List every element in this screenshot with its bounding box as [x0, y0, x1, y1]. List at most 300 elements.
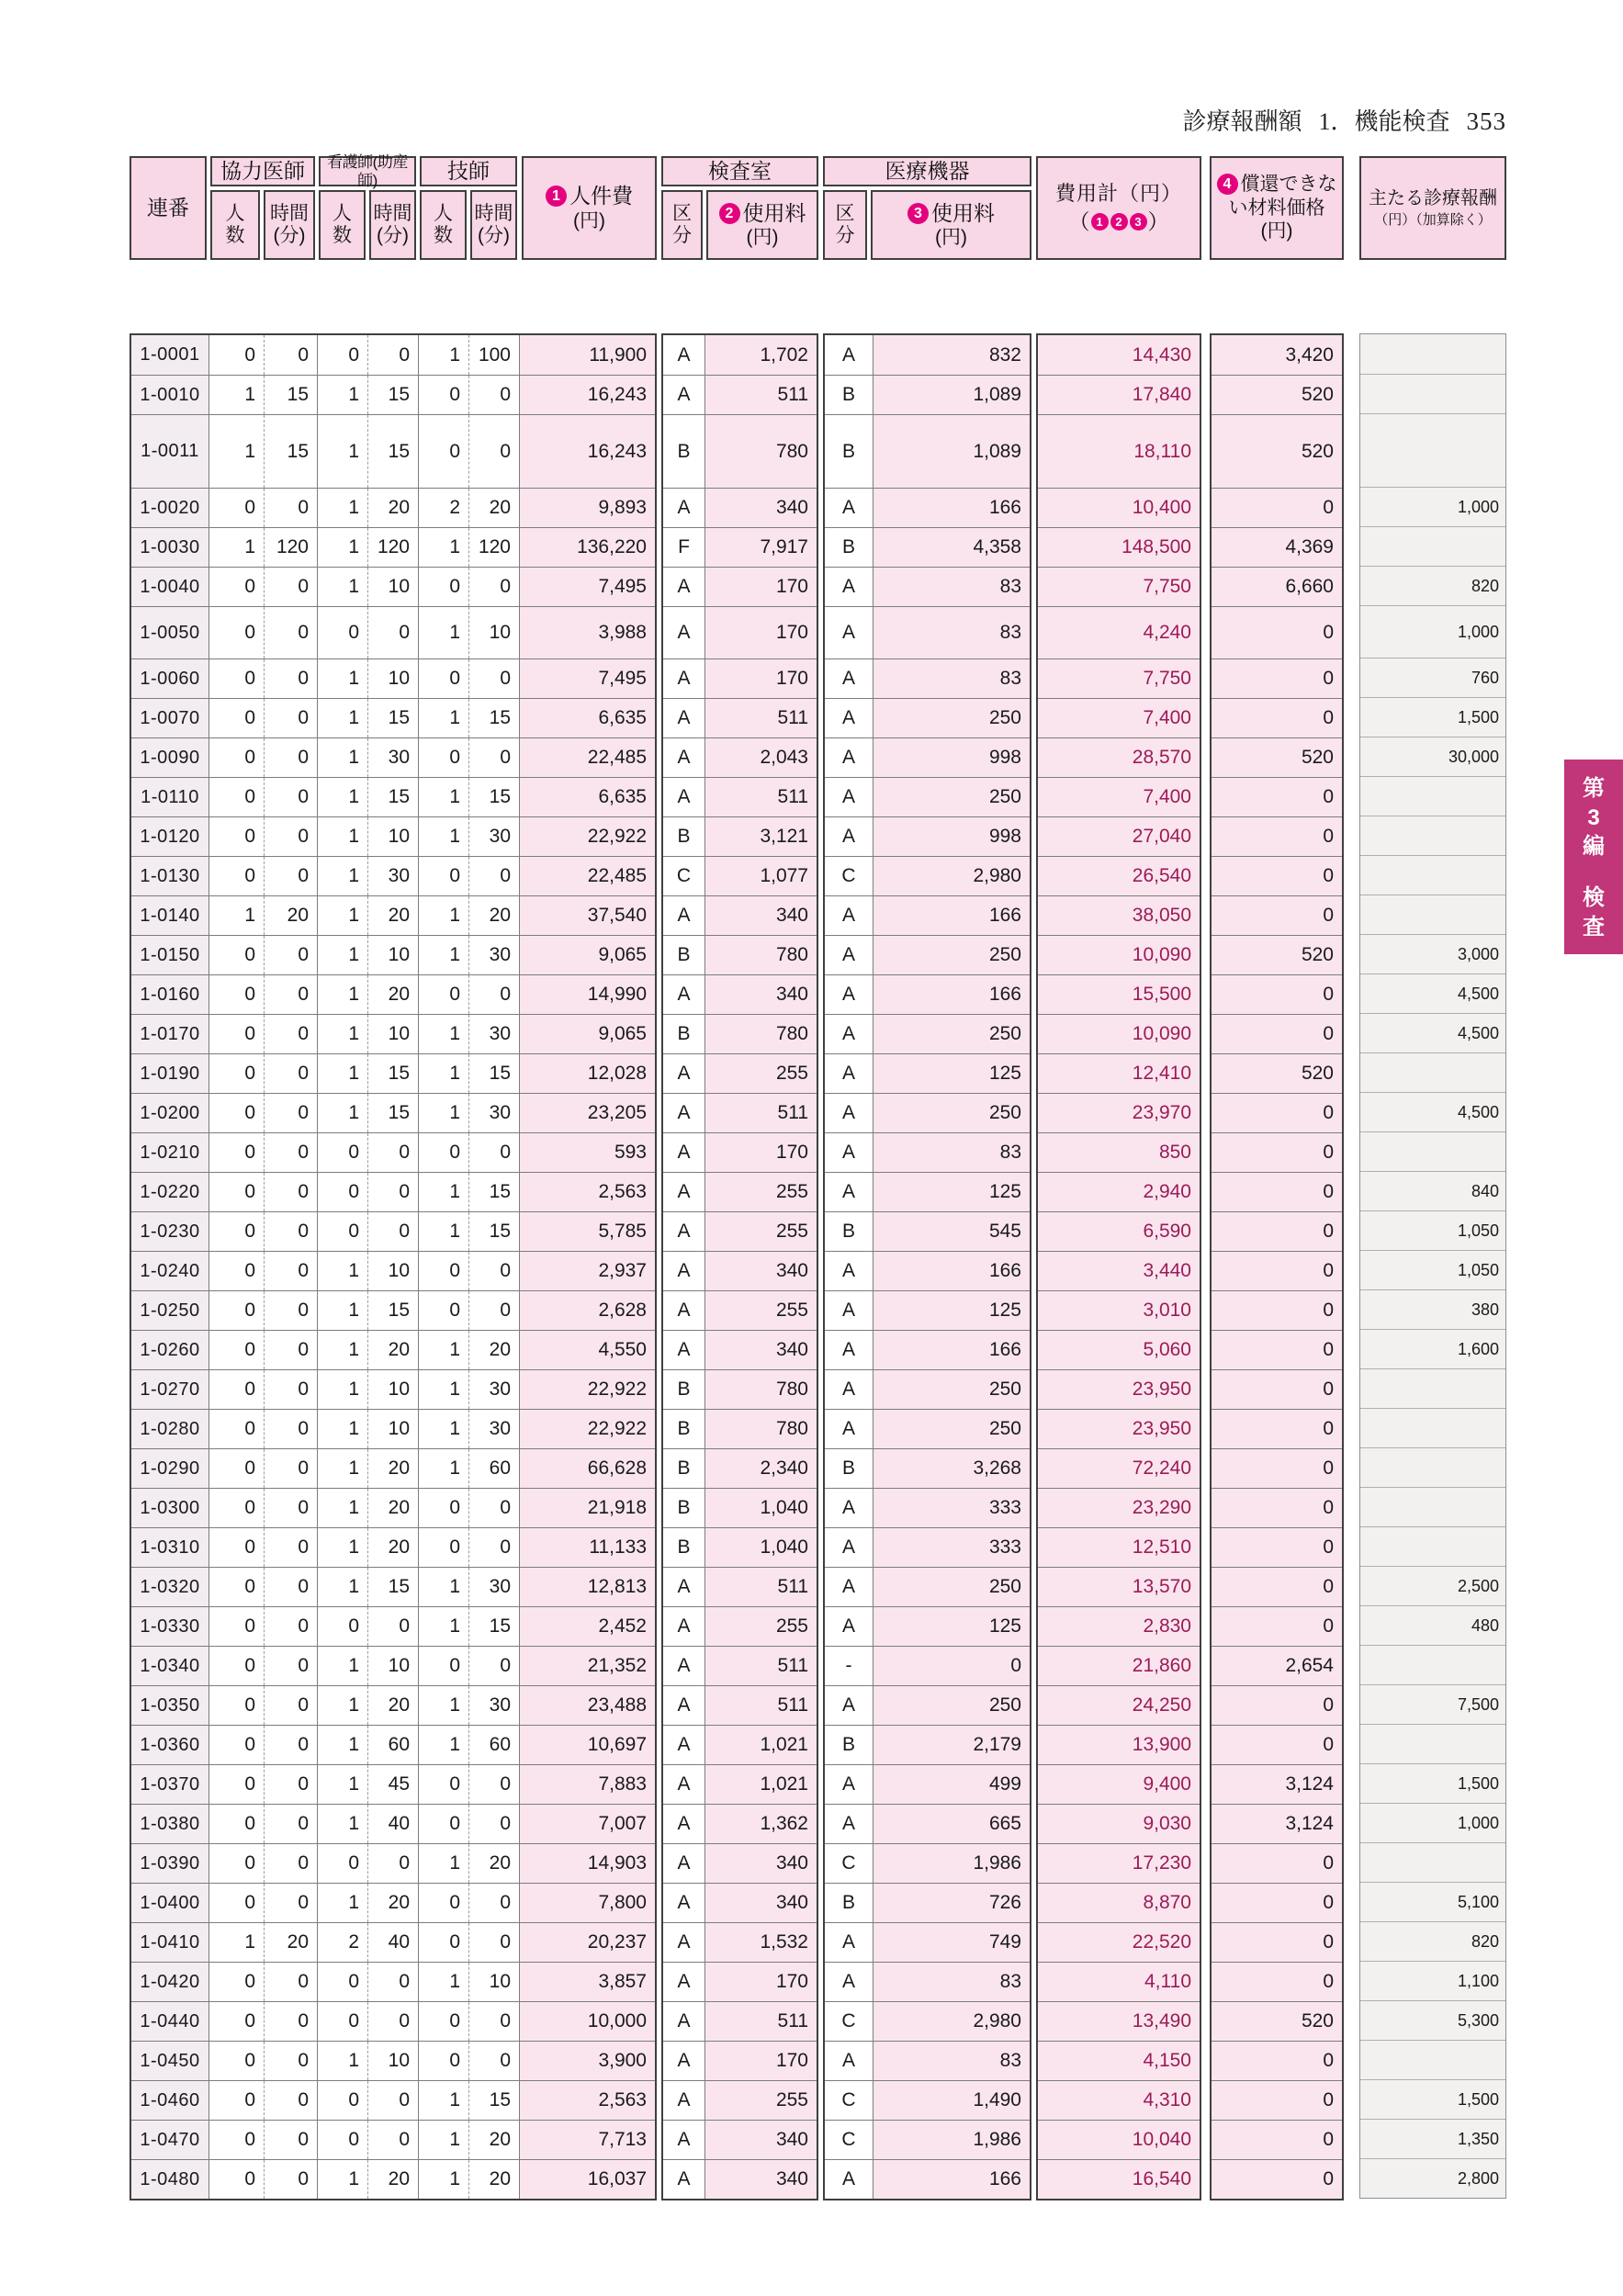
page-running-head: [1182, 103, 1506, 137]
table-row: [1360, 2040, 1505, 2079]
nurse-count-cell: 0: [317, 1212, 367, 1251]
total-cost-cell: 13,900: [1038, 1726, 1200, 1764]
material-price-cell: 0: [1212, 2160, 1342, 2199]
running-head-title: 診療報酬額: [1182, 108, 1302, 135]
room-fee-cell: 511: [704, 699, 817, 737]
table-row: [1038, 1527, 1200, 1567]
labor-cost-cell: 2,937: [519, 1252, 655, 1290]
table-row: [1212, 2159, 1342, 2199]
doctor-time-cell: 0: [264, 607, 317, 658]
nurse-count-cell: 1: [317, 659, 367, 698]
table-row: [1212, 974, 1342, 1014]
table-row: [131, 1804, 655, 1843]
room-fee-cell: 170: [704, 607, 817, 658]
device-fee-cell: 1,089: [873, 376, 1030, 414]
doctor-time-cell: 0: [264, 1054, 317, 1093]
table-row: [1360, 526, 1505, 566]
material-price-cell: 0: [1212, 1528, 1342, 1567]
doctor-time-cell: 0: [264, 857, 317, 895]
technician-time-cell: 0: [468, 2002, 519, 2041]
equipment-group-header: [823, 156, 1031, 186]
circled-4-icon: 4: [1217, 174, 1238, 195]
nurse-time-cell: 10: [367, 936, 418, 974]
table-row: [1360, 1447, 1505, 1487]
nurse-time-cell: 15: [367, 1054, 418, 1093]
technician-time-cell: 20: [468, 489, 519, 527]
main-fee-cell: [1360, 2041, 1505, 2079]
doctor-time-cell: 0: [264, 1765, 317, 1804]
table-row: [663, 2120, 817, 2159]
labor-cost-cell: 22,485: [519, 738, 655, 777]
exam-room-class-header: 区 分: [661, 190, 703, 260]
table-row: [825, 1211, 1030, 1251]
table-row: [1360, 1487, 1505, 1526]
technician-count-cell: 1: [418, 1726, 468, 1764]
main-fee-cell: 1,500: [1360, 1764, 1505, 1803]
technician-count-cell: 1: [418, 1370, 468, 1409]
nurse-count-cell: 1: [317, 738, 367, 777]
table-row: [131, 2041, 655, 2080]
device-class-cell: B: [841, 1892, 855, 1913]
room-class-cell: A: [677, 984, 691, 1005]
material-price-cell: 0: [1212, 1015, 1342, 1053]
doctor-count-cell: 0: [209, 1528, 264, 1567]
serial-cell: 1-0360: [131, 1726, 209, 1764]
circled-1-icon: 1: [1091, 213, 1109, 231]
serial-cell: 1-0330: [131, 1607, 209, 1646]
doctor-count-cell: 0: [209, 659, 264, 698]
table-row: [1212, 1883, 1342, 1922]
circled-2-icon: 2: [1110, 213, 1128, 231]
table-row: [825, 1883, 1030, 1922]
doctor-count-cell: 0: [209, 778, 264, 816]
nurse-time-cell: 15: [367, 1291, 418, 1330]
table-row: [1038, 777, 1200, 816]
total-cost-cell: 14,430: [1038, 335, 1200, 375]
table-row: [1038, 1132, 1200, 1172]
room-fee-cell: 340: [704, 896, 817, 935]
table-row: [131, 2120, 655, 2159]
material-price-cell: 0: [1212, 1607, 1342, 1646]
total-cost-cell: 23,950: [1038, 1370, 1200, 1409]
doctor-count-cell: 1: [209, 376, 264, 414]
room-class-cell: A: [677, 576, 691, 597]
room-class-cell: A: [677, 1892, 691, 1913]
material-price-cell: 0: [1212, 607, 1342, 658]
doctor-count-cell: 0: [209, 335, 264, 375]
exam-room-fee-label: 使用料: [742, 200, 806, 225]
nurse-time-cell: 10: [367, 1370, 418, 1409]
table-row: [131, 527, 655, 567]
table-row: [1212, 1251, 1342, 1290]
main-fee-cell: 820: [1360, 567, 1505, 605]
total-cost-cell: 6,590: [1038, 1212, 1200, 1251]
technician-time-cell: 100: [468, 335, 519, 375]
nurse-group-label: 看護師(助産師): [327, 152, 408, 189]
room-class-cell: A: [677, 905, 691, 926]
room-fee-cell: 2,043: [704, 738, 817, 777]
table-row: [1038, 1606, 1200, 1646]
technician-count-cell: 0: [418, 1291, 468, 1330]
material-price-cell: 0: [1212, 1212, 1342, 1251]
total-cost-cell: 13,570: [1038, 1568, 1200, 1606]
total-cost-header: 費用計（円） （ 1 2 3 ）: [1036, 156, 1201, 260]
labor-cost-cell: 3,988: [519, 607, 655, 658]
nurse-time-cell: 40: [367, 1923, 418, 1962]
doctor-count-cell: 0: [209, 1607, 264, 1646]
nurse-time-cell: 30: [367, 738, 418, 777]
main-fee-cell: 30,000: [1360, 737, 1505, 776]
table-row: [1212, 737, 1342, 777]
technician-time-cell: 15: [468, 778, 519, 816]
doctor-time-cell: 0: [264, 335, 317, 375]
device-class-cell: A: [841, 707, 855, 728]
room-class-cell: A: [677, 707, 691, 728]
table-row: [1038, 1883, 1200, 1922]
table-row: [131, 816, 655, 856]
device-fee-cell: 125: [873, 1054, 1030, 1093]
device-class-cell: A: [841, 576, 855, 597]
room-fee-cell: 1,362: [704, 1805, 817, 1843]
table-row: [1212, 895, 1342, 935]
total-cost-cell: 17,230: [1038, 1844, 1200, 1883]
device-fee-cell: 250: [873, 1410, 1030, 1448]
labor-cost-cell: 12,028: [519, 1054, 655, 1093]
table-row: [131, 658, 655, 698]
doctor-count-cell: 0: [209, 1133, 264, 1172]
device-fee-cell: 250: [873, 1094, 1030, 1132]
table-row: [1360, 1210, 1505, 1250]
table-row: [825, 1330, 1030, 1369]
table-row: [1360, 974, 1505, 1013]
technician-count-cell: 1: [418, 1449, 468, 1488]
table-row: [825, 1527, 1030, 1567]
nurse-count-cell: 1: [317, 1015, 367, 1053]
table-row: [131, 1251, 655, 1290]
total-cost-cell: 27,040: [1038, 817, 1200, 856]
table-row: [663, 698, 817, 737]
total-cost-cell: 3,440: [1038, 1252, 1200, 1290]
nurse-time-cell: 0: [367, 2081, 418, 2120]
table-row: [825, 1804, 1030, 1843]
doctor-count-cell: 0: [209, 607, 264, 658]
total-cost-cell: 7,400: [1038, 778, 1200, 816]
technician-count-cell: 1: [418, 1410, 468, 1448]
doctor-time-cell: 20: [264, 896, 317, 935]
main-fee-cell: 1,100: [1360, 1962, 1505, 2000]
table-row: [131, 2001, 655, 2041]
doctor-count-cell: 0: [209, 1054, 264, 1093]
main-fee-cell: [1360, 414, 1505, 487]
room-fee-cell: 1,702: [704, 335, 817, 375]
table-row: [1038, 567, 1200, 606]
table-row: [1038, 1290, 1200, 1330]
technician-time-cell: 120: [468, 528, 519, 567]
nurse-time-cell: 15: [367, 415, 418, 488]
serial-cell: 1-0120: [131, 817, 209, 856]
technician-count-cell: 0: [418, 1805, 468, 1843]
table-row: [1038, 2041, 1200, 2080]
table-row: [1360, 1526, 1505, 1566]
table-row: [825, 1251, 1030, 1290]
device-class-cell: A: [841, 1379, 855, 1400]
room-fee-cell: 340: [704, 975, 817, 1014]
technician-time-cell: 20: [468, 2160, 519, 2199]
device-class-cell: A: [841, 1576, 855, 1597]
technician-time-cell: 0: [468, 975, 519, 1014]
table-row: [1212, 1448, 1342, 1488]
material-price-label: 償還できな: [1240, 174, 1337, 196]
room-fee-cell: 255: [704, 1212, 817, 1251]
device-class-cell: A: [841, 1142, 855, 1163]
labor-cost-cell: 21,352: [519, 1647, 655, 1685]
table-row: [1038, 1251, 1200, 1290]
labor-cost-cell: 9,065: [519, 1015, 655, 1053]
table-row: [1212, 856, 1342, 895]
nurse-count-cell: 0: [317, 1173, 367, 1211]
table-row: [1038, 414, 1200, 488]
doctor-time-cell: 0: [264, 1212, 317, 1251]
table-row: [1212, 1606, 1342, 1646]
equipment-fee-header: 3 使用料 (円): [871, 190, 1031, 260]
table-row: [1212, 1527, 1342, 1567]
doctor-time-cell: 0: [264, 2121, 317, 2159]
table-row: [663, 1330, 817, 1369]
table-row: [1360, 1131, 1505, 1171]
table-row: [131, 1922, 655, 1962]
labor-cost-cell: 9,065: [519, 936, 655, 974]
table-row: [663, 737, 817, 777]
table-row: [1360, 1605, 1505, 1645]
serial-cell: 1-0470: [131, 2121, 209, 2159]
device-class-cell: A: [841, 1339, 855, 1360]
technician-count-cell: 0: [418, 1489, 468, 1527]
labor-cost-cell: 22,485: [519, 857, 655, 895]
material-price-cell: 0: [1212, 659, 1342, 698]
nurse-count-cell: 1: [317, 1252, 367, 1290]
device-fee-cell: 2,980: [873, 2002, 1030, 2041]
nurse-count-cell: 0: [317, 2081, 367, 2120]
doctor-count-cell: 0: [209, 489, 264, 527]
table-row: [1360, 737, 1505, 776]
nurse-time-cell: 20: [367, 489, 418, 527]
room-class-cell: A: [677, 1576, 691, 1597]
doctor-count-cell: 0: [209, 1252, 264, 1290]
labor-cost-cell: 16,243: [519, 415, 655, 488]
table-row: [1038, 1409, 1200, 1448]
table-row: [1212, 1922, 1342, 1962]
device-fee-cell: 250: [873, 1370, 1030, 1409]
device-class-cell: A: [841, 1536, 855, 1558]
table-row: [1038, 1053, 1200, 1093]
material-price-cell: 0: [1212, 1963, 1342, 2001]
material-price-cell: 520: [1212, 738, 1342, 777]
table-row: [663, 1251, 817, 1290]
technician-time-cell: 0: [468, 1884, 519, 1922]
table-row: [1038, 1804, 1200, 1843]
serial-cell: 1-0410: [131, 1923, 209, 1962]
circled-3-icon: 3: [907, 203, 929, 224]
technician-time-cell: 10: [468, 1963, 519, 2001]
table-row: [825, 1764, 1030, 1804]
serial-cell: 1-0040: [131, 568, 209, 606]
device-class-cell: A: [841, 1181, 855, 1202]
main-fee-cell: 5,300: [1360, 2001, 1505, 2040]
doctor-count-cell: 0: [209, 1963, 264, 2001]
material-price-cell: 0: [1212, 857, 1342, 895]
table-row: [1038, 856, 1200, 895]
device-class-cell: A: [841, 1694, 855, 1716]
technician-count-cell: 0: [418, 738, 468, 777]
device-fee-cell: 250: [873, 1015, 1030, 1053]
room-class-cell: A: [677, 1142, 691, 1163]
table-row: [1360, 2158, 1505, 2198]
device-class-cell: B: [841, 1221, 855, 1242]
technician-count-cell: 0: [418, 1923, 468, 1962]
table-row: [663, 1922, 817, 1962]
doctor-count-cell: 0: [209, 1805, 264, 1843]
room-class-cell: B: [677, 1418, 691, 1439]
table-row: [1038, 1922, 1200, 1962]
labor-cost-cell: 16,037: [519, 2160, 655, 2199]
material-price-cell: 520: [1212, 415, 1342, 488]
device-class-cell: A: [841, 1497, 855, 1518]
nurse-time-cell: 120: [367, 528, 418, 567]
nurse-count-cell: 1: [317, 699, 367, 737]
room-fee-cell: 780: [704, 936, 817, 974]
technician-count-cell: 0: [418, 1884, 468, 1922]
total-cost-cell: 4,150: [1038, 2042, 1200, 2080]
table-row: [663, 567, 817, 606]
table-row: [825, 414, 1030, 488]
labor-cost-cell: 10,000: [519, 2002, 655, 2041]
doctor-time-cell: 0: [264, 1844, 317, 1883]
device-fee-cell: 2,179: [873, 1726, 1030, 1764]
material-price-cell: 3,124: [1212, 1805, 1342, 1843]
doctor-count-cell: 0: [209, 2081, 264, 2120]
table-row: [1360, 2119, 1505, 2158]
nurse-count-cell: 1: [317, 1291, 367, 1330]
serial-cell: 1-0380: [131, 1805, 209, 1843]
doctor-count-cell: 0: [209, 1291, 264, 1330]
device-class-cell: A: [841, 668, 855, 689]
room-fee-cell: 511: [704, 376, 817, 414]
table-row: [663, 935, 817, 974]
nurse-count-cell: 1: [317, 1094, 367, 1132]
doctor-count-cell: 0: [209, 2042, 264, 2080]
device-fee-cell: 250: [873, 699, 1030, 737]
labor-cost-cell: 11,900: [519, 335, 655, 375]
technician-time-cell: 0: [468, 415, 519, 488]
main-fee-cell: 4,500: [1360, 974, 1505, 1013]
device-class-cell: B: [841, 1734, 855, 1755]
table-row: [1360, 1566, 1505, 1605]
table-row: [825, 974, 1030, 1014]
table-row: [1212, 1014, 1342, 1053]
table-row: [825, 488, 1030, 527]
table-row: [1360, 1684, 1505, 1724]
room-fee-cell: 511: [704, 778, 817, 816]
serial-cell: 1-0260: [131, 1331, 209, 1369]
main-fee-cell: [1360, 1132, 1505, 1171]
material-price-cell: 3,420: [1212, 335, 1342, 375]
table-row: [131, 1369, 655, 1409]
serial-cell: 1-0250: [131, 1291, 209, 1330]
table-row: [131, 1409, 655, 1448]
doctor-time-cell: 0: [264, 659, 317, 698]
table-row: [1360, 1289, 1505, 1329]
table-row: [663, 856, 817, 895]
main-fee-cell: [1360, 1646, 1505, 1684]
technician-time-cell: 10: [468, 607, 519, 658]
doctor-time-cell: 0: [264, 1410, 317, 1448]
total-cost-cell: 8,870: [1038, 1884, 1200, 1922]
nurse-group-header: [319, 152, 416, 189]
table-row: [1360, 2079, 1505, 2119]
table-row: [1038, 1172, 1200, 1211]
technician-count-cell: 1: [418, 1844, 468, 1883]
room-fee-cell: 780: [704, 415, 817, 488]
table-row: [1212, 1211, 1342, 1251]
table-row: [825, 1488, 1030, 1527]
device-class-cell: -: [845, 1655, 852, 1676]
material-price-cell: 0: [1212, 2121, 1342, 2159]
table-row: [1212, 1764, 1342, 1804]
table-row: [825, 816, 1030, 856]
table-row: [825, 1646, 1030, 1685]
device-fee-cell: 83: [873, 1133, 1030, 1172]
table-row: [1360, 1408, 1505, 1447]
technician-time-cell: 15: [468, 1173, 519, 1211]
main-fee-cell: [1360, 1843, 1505, 1882]
table-row: [1038, 527, 1200, 567]
nurse-time-cell: 10: [367, 568, 418, 606]
labor-cost-cell: 9,893: [519, 489, 655, 527]
technician-time-header: 時間 (分): [470, 190, 517, 260]
doctor-time-cell: 0: [264, 738, 317, 777]
total-cost-cell: 148,500: [1038, 528, 1200, 567]
main-fee-cell: 1,000: [1360, 1804, 1505, 1842]
side-tab-volume: 第3編: [1583, 776, 1605, 860]
main-fee-cell: 840: [1360, 1172, 1505, 1210]
room-class-cell: A: [677, 1655, 691, 1676]
exam-room-fee-header: 2 使用料 (円): [706, 190, 818, 260]
nurse-count-cell: 1: [317, 489, 367, 527]
table-row: [1360, 1250, 1505, 1289]
table-row: [663, 895, 817, 935]
serial-cell: 1-0230: [131, 1212, 209, 1251]
material-price-cell: 0: [1212, 1844, 1342, 1883]
device-class-cell: A: [841, 1931, 855, 1953]
table-row: [1212, 1132, 1342, 1172]
nurse-count-cell: 1: [317, 896, 367, 935]
labor-cost-cell: 7,495: [519, 659, 655, 698]
technician-time-cell: 0: [468, 1647, 519, 1685]
nurse-time-cell: 0: [367, 1607, 418, 1646]
labor-cost-cell: 14,903: [519, 1844, 655, 1883]
table-row: [825, 567, 1030, 606]
doctor-count-cell: 0: [209, 1173, 264, 1211]
total-cost-cell: 4,240: [1038, 607, 1200, 658]
table-row: [825, 1290, 1030, 1330]
device-fee-cell: 665: [873, 1805, 1030, 1843]
table-row: [825, 1685, 1030, 1725]
device-fee-cell: 166: [873, 489, 1030, 527]
table-row: [1038, 658, 1200, 698]
technician-time-cell: 0: [468, 1923, 519, 1962]
nurse-count-cell: 1: [317, 1370, 367, 1409]
room-fee-cell: 780: [704, 1015, 817, 1053]
